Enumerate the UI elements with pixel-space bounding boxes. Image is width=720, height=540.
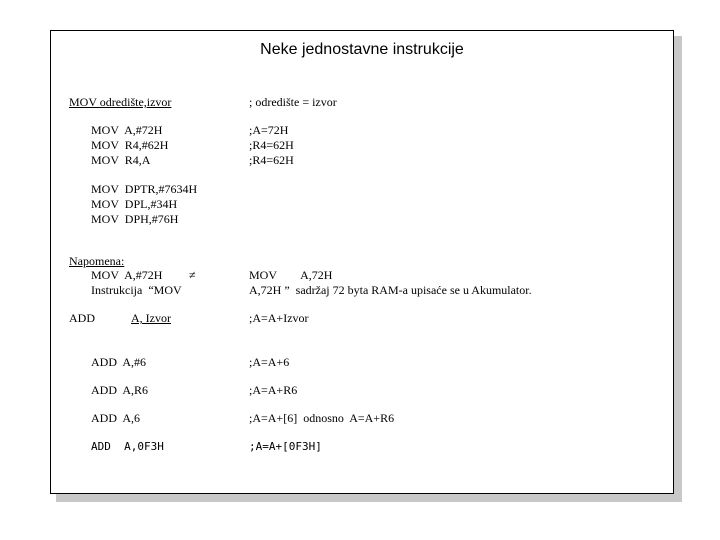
instr-comment: ;A=A+[0F3H] xyxy=(249,440,322,453)
syntax-mov-comment: ; odredište = izvor xyxy=(249,95,337,109)
instr-line: ADD A,#6 xyxy=(91,355,147,369)
instr-line: ADD A,6 xyxy=(91,411,141,425)
note-line2-right: A,72H ” sadržaj 72 byta RAM-a upisaće se u Akumulator. xyxy=(249,283,532,297)
instr-line: MOV R4,#62H xyxy=(91,138,169,152)
slide xyxy=(50,30,674,494)
instr-comment: ;A=A+R6 xyxy=(249,383,298,397)
not-equal-symbol: ≠ xyxy=(189,268,196,282)
syntax-add-comment: ;A=A+Izvor xyxy=(249,311,309,325)
syntax-add: ADD xyxy=(69,311,95,325)
note-line1-left: MOV A,#72H xyxy=(91,268,163,282)
instr-comment: ;A=72H xyxy=(249,123,289,137)
instr-comment: ;R4=62H xyxy=(249,138,294,152)
note-line1-right: MOV A,72H xyxy=(249,268,333,282)
instr-line: ADD A,0F3H xyxy=(91,440,164,453)
instr-line: MOV DPTR,#7634H xyxy=(91,182,198,196)
syntax-mov: MOV odredište,izvor xyxy=(69,95,172,109)
slide-title: Neke jednostavne instrukcije xyxy=(260,41,464,58)
instr-line: ADD A,R6 xyxy=(91,383,149,397)
instr-comment: ;A=A+6 xyxy=(249,355,290,369)
instr-comment: ;A=A+[6] odnosno A=A+R6 xyxy=(249,411,395,425)
instr-comment: ;R4=62H xyxy=(249,153,294,167)
instr-line: MOV DPL,#34H xyxy=(91,197,178,211)
syntax-add-operands: A, Izvor xyxy=(131,311,171,325)
instr-line: MOV A,#72H xyxy=(91,123,163,137)
note-line2-left: Instrukcija “MOV xyxy=(91,283,182,297)
instr-line: MOV R4,A xyxy=(91,153,151,167)
note-label: Napomena: xyxy=(69,254,125,268)
instr-line: MOV DPH,#76H xyxy=(91,212,179,226)
